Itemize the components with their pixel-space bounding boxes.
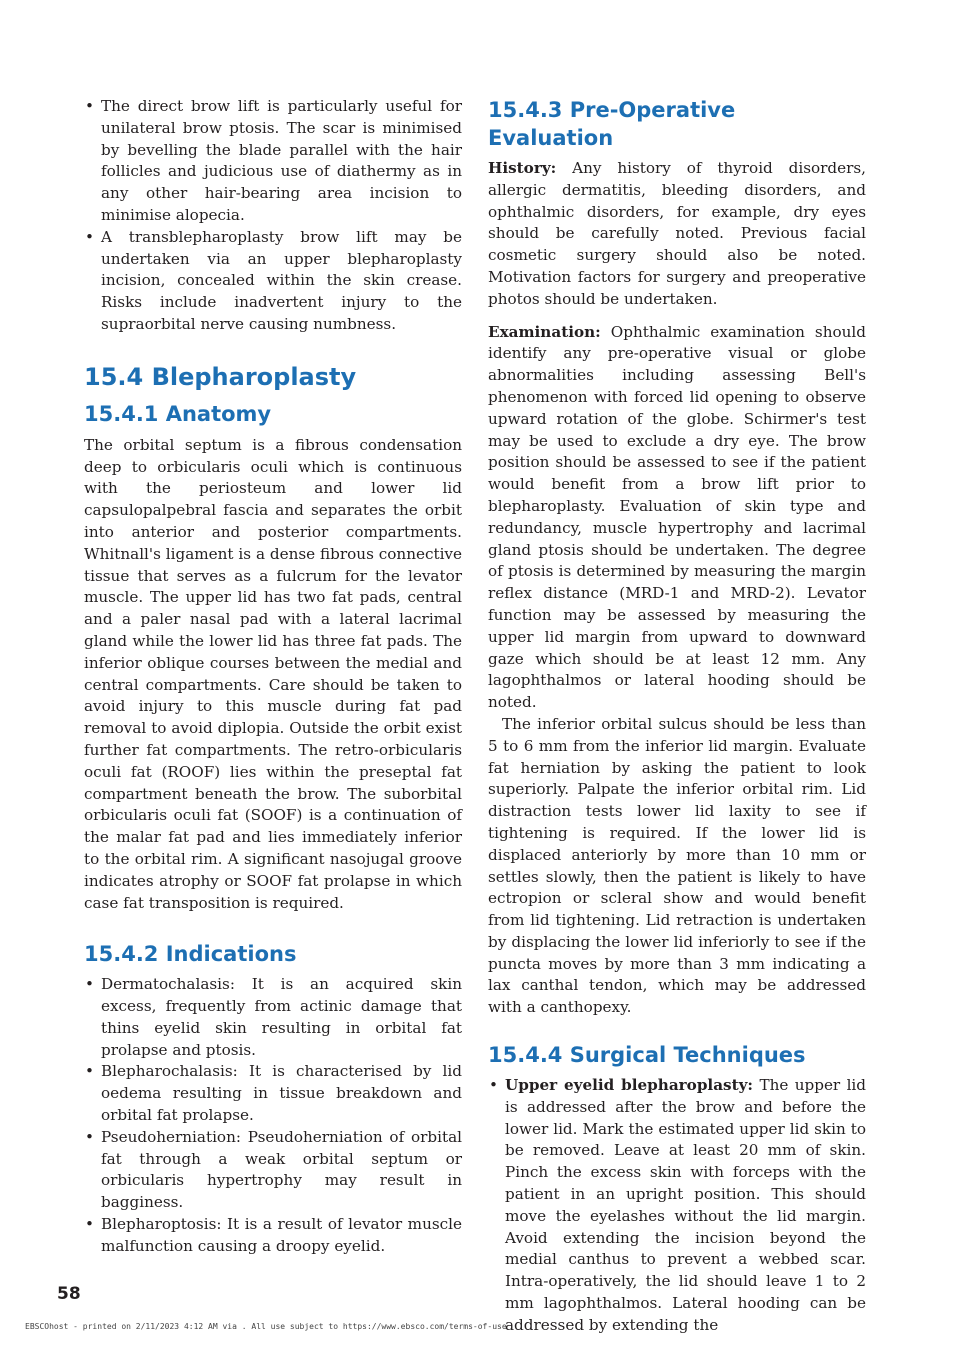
subsection-heading-preop-evaluation: 15.4.3 Pre-Operative Evaluation [488,98,736,150]
list-item [488,1075,866,1337]
examination-label: Examination: [488,322,601,341]
section-heading-blepharoplasty: 15.4 Blepharoplasty [84,362,357,391]
subsection-heading-anatomy: 15.4.1 Anatomy [84,401,272,426]
examination-paragraph [488,322,866,714]
list-item: • A transblepharoplasty brow lift may be undertaken via an upper blepharoplasty incision, concealed within the skin crease. Risks include inadvertent injury to the supraorbital nerve causing numbness. [84,227,462,336]
techniques-list [488,1075,866,1337]
print-footer: EBSCOhost - printed on 2/11/2023 4:12 AM via . All use subject to https://www.ebsco.com/terms-of-use [25,1322,507,1331]
history-text: Any history of thyroid disorders, allergic dermatitis, bleeding disorders, and ophthalmic disorders, for example, dry eyes should be carefully noted. Previous facial cosmetic surgery should also be noted. Motivation factors for surgery and preoperative photos should be undertaken. [488,159,867,308]
page-number: 58 [57,1284,81,1304]
history-label: History: [488,159,557,177]
history-paragraph [488,158,866,311]
right-column [488,96,866,1337]
subsection-heading-surgical-techniques: 15.4.4 Surgical Techniques [488,1043,806,1068]
indications-list [84,974,462,1257]
brow-lift-bullet-list [84,96,462,336]
left-column [84,96,462,1258]
list-item: • Blepharoptosis: It is a result of levator muscle malfunction causing a droopy eyelid. [84,1214,462,1258]
list-item: • The direct brow lift is particularly useful for unilateral brow ptosis. The scar is minimised by bevelling the blade parallel with the hair follicles and judicious use of diathermy as in any other hair-bearing area incision to minimise alopecia. [84,96,462,227]
list-item: • Dermatochalasis: It is an acquired skin excess, frequently from actinic damage that thins eyelid skin resulting in orbital fat prolapse and ptosis. [84,974,462,1061]
examination-text: Ophthalmic examination should identify any pre-operative visual or globe abnormalities including assessing Bell's phenomenon with forced lid opening to observe upward rotation of the globe. Schirmer's test may be used to exclude a dry eye. The brow position should be assessed to see if the patient would benefit from a brow lift prior to blepharoplasty. Evaluation of skin type and redundancy, muscle hypertrophy and lacrimal gland ptosis should be undertaken. The degree of ptosis is determined by measuring the margin reflex distance (MRD-1 and MRD-2). Levator function may be assessed by measuring the upper lid margin from upward to downward gaze which should be at least 12 mm. Any lagophthalmos or lateral hooding should be noted. [488,322,866,712]
subsection-heading-indications: 15.4.2 Indications [84,942,297,967]
anatomy-paragraph: The orbital septum is a fibrous condensation deep to orbicularis oculi which is continuous with the periosteum and lower lid capsulopalpebral fascia and separates the orbit into anterior and posterior compartments. Whitnall's ligament is a dense fibrous connective tissue that serves as a fulcrum for the levator muscle. The upper lid has two fat pads, central and a paler nasal pad with a lateral lacrimal gland while the lower lid has three fat pads. The inferior oblique courses between the medial and central compartments. Care should be taken to avoid injury to this muscle during fat pad removal to avoid diplopia. Outside the orbit exist further fat compartments. The retro-orbicularis oculi fat (ROOF) lies within the preseptal fat compartment beneath the brow. The suborbital orbicularis oculi fat (SOOF) is a continuation of the malar fat pad and lies immediately inferior to the orbital rim. A significant nasojugal groove indicates atrophy or SOOF fat prolapse in which case fat transposition is required. [84,435,462,912]
upper-eyelid-text: The upper lid is addressed after the brow and before the lower lid. Mark the estimated upper lid skin to be removed. Leave at least 20 mm of skin. Pinch the excess skin with forceps with the patient in an upright position. This should move the eyelashes without the lid margin. Avoid extending the incision beyond the medial canthus to prevent a webbed scar. Intra-operatively, the lid should leave 1 to 2 mm lagophthalmos. Lateral hooding can be addressed by extending the [505,1076,867,1334]
upper-eyelid-label: Upper eyelid blepharoplasty: [505,1076,754,1095]
list-item: • Blepharochalasis: It is characterised by lid oedema resulting in tissue breakdown and orbital fat prolapse. [84,1061,462,1126]
list-item: • Pseudoherniation: Pseudoherniation of orbital fat through a weak orbital septum or orbicularis hypertrophy may result in bagginess. [84,1127,462,1214]
inferior-sulcus-paragraph: The inferior orbital sulcus should be less than 5 to 6 mm from the inferior lid margin. Evaluate fat herniation by asking the patient to look superiorly. Palpate the inferior orbital rim. Lid distraction tests lower lid laxity to see if tightening is required. If the lower lid is displaced anteriorly by more than 10 mm or settles slowly, then the patient is likely to have ectropion or scleral show and would benefit from lid tightening. Lid retraction is undertaken by displacing the lower lid inferiorly to see if the puncta moves by more than 3 mm indicating a lax canthal tendon, which may be addressed with a canthopexy. [488,714,866,1017]
